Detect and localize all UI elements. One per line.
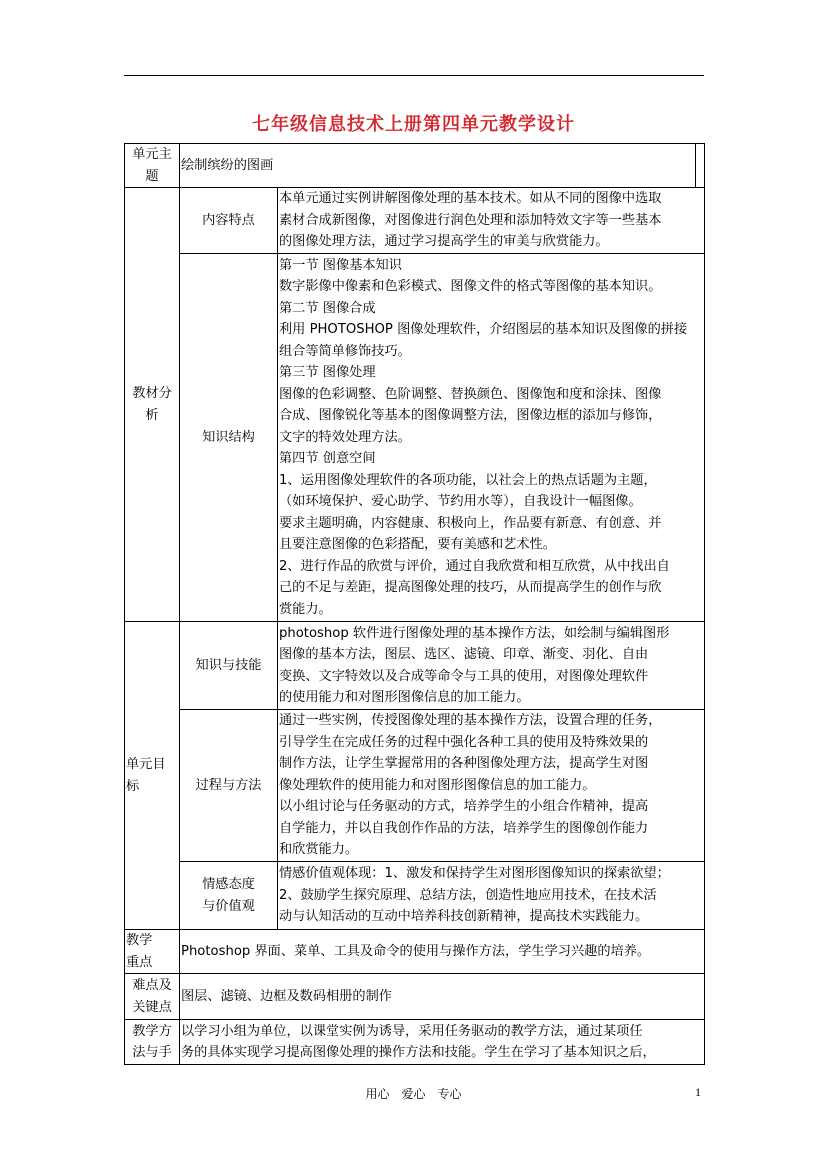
knowledge-structure-text: 第一节 图像基本知识 数字影像中像素和色彩模式、图像文件的格式等图像的基本知识。 第二节 图像合成 利用 PHOTOSHOP 图像处理软件，介绍图层的基本知识及图像的拼接 组合等简单修饰技巧。 第三节 图像处理 图像的色彩调整、色阶调整、替换颜色、图像饱和度和涂抹、图像 合成、图像锐化等基本的图像调整方法，图像边框的添加与修饰， 文字的特效处理方法。 第四节 创意空间 1、运用图像处理软件的各项功能，以社会上的热点话题为主题， （如环境保护、爱心助学、节约用水等），自我设计一幅图像。 要求主题明确，内容健康、积极向上，作品要有新意、有创意、并 且要注意图像的色彩搭配，要有美感和艺术性。 2、进行作品的欣赏与评价，通过自我欣赏和相互欣赏，从中找出自 己的不足与差距，提高图像处理的技巧，从而提高学生的创作与欣 赏能力。 xyxy=(278,254,705,622)
page-footer: 用心 爱心 专心 xyxy=(365,1087,462,1101)
row-attitude-values xyxy=(125,862,705,930)
row-process-methods xyxy=(125,710,705,862)
table-edge-cell xyxy=(696,144,705,188)
methods-label: 教学方 法与手 xyxy=(125,1020,180,1065)
row-methods xyxy=(125,1020,705,1065)
row-content-features xyxy=(125,188,705,254)
header-rule xyxy=(124,75,704,76)
content-features-text: 本单元通过实例讲解图像处理的基本技术。如从不同的图像中选取 素材合成新图像，对图像进行润色处理和添加特效文字等一些基本 的图像处理方法，通过学习提高学生的审美与欣赏能力。 xyxy=(278,188,705,254)
row-difficulties xyxy=(125,974,705,1020)
row-key-points xyxy=(125,930,705,974)
difficulties-label: 难点及 关键点 xyxy=(125,974,180,1020)
knowledge-skills-label: 知识与技能 xyxy=(180,622,278,710)
unit-goals-label: 单元目 标 xyxy=(125,622,180,930)
key-points-label: 教学 重点 xyxy=(125,930,180,974)
row-knowledge-skills xyxy=(125,622,705,710)
page-number: 1 xyxy=(695,1085,701,1099)
difficulties-text: 图层、滤镜、边框及数码相册的制作 xyxy=(180,974,705,1020)
row-unit-topic xyxy=(125,144,705,188)
key-points-text: Photoshop 界面、菜单、工具及命令的使用与操作方法，学生学习兴趣的培养。 xyxy=(180,930,705,974)
attitude-values-label: 情感态度 与价值观 xyxy=(180,862,278,930)
unit-topic-value: 绘制缤纷的图画 xyxy=(180,144,696,188)
document-title: 七年级信息技术上册第四单元教学设计 xyxy=(252,114,575,135)
material-analysis-label: 教材分 析 xyxy=(125,188,180,622)
process-methods-text: 通过一些实例，传授图像处理的基本操作方法，设置合理的任务， 引导学生在完成任务的过程中强化各种工具的使用及特殊效果的 制作方法，让学生掌握常用的各种图像处理方法，提高学生对图 像处理软件的使用能力和对图形图像信息的加工能力。 以小组讨论与任务驱动的方式，培养学生的小组合作精神，提高 自学能力，并以自我创作作品的方法，培养学生的图像创作能力 和欣赏能力。 xyxy=(278,710,705,862)
lesson-plan-table xyxy=(124,143,705,1065)
process-methods-label: 过程与方法 xyxy=(180,710,278,862)
knowledge-skills-text: photoshop 软件进行图像处理的基本操作方法，如绘制与编辑图形 图像的基本方法，图层、选区、滤镜、印章、渐变、羽化、自由 变换、文字特效以及合成等命令与工具的使用，对图像处理软件 的使用能力和对图形图像信息的加工能力。 xyxy=(278,622,705,710)
attitude-values-text: 情感价值观体现：1、激发和保持学生对图形图像知识的探索欲望； 2、鼓励学生探究原理、总结方法，创造性地应用技术，在技术活 动与认知活动的互动中培养科技创新精神，提高技术实践能力。 xyxy=(278,862,705,930)
row-knowledge-structure xyxy=(125,254,705,622)
unit-topic-label: 单元主 题 xyxy=(125,144,180,188)
knowledge-structure-label: 知识结构 xyxy=(180,254,278,622)
methods-text: 以学习小组为单位，以课堂实例为诱导，采用任务驱动的教学方法，通过某项任 务的具体实现学习提高图像处理的操作方法和技能。学生在学习了基本知识之后， xyxy=(180,1020,705,1065)
content-features-label: 内容特点 xyxy=(180,188,278,254)
